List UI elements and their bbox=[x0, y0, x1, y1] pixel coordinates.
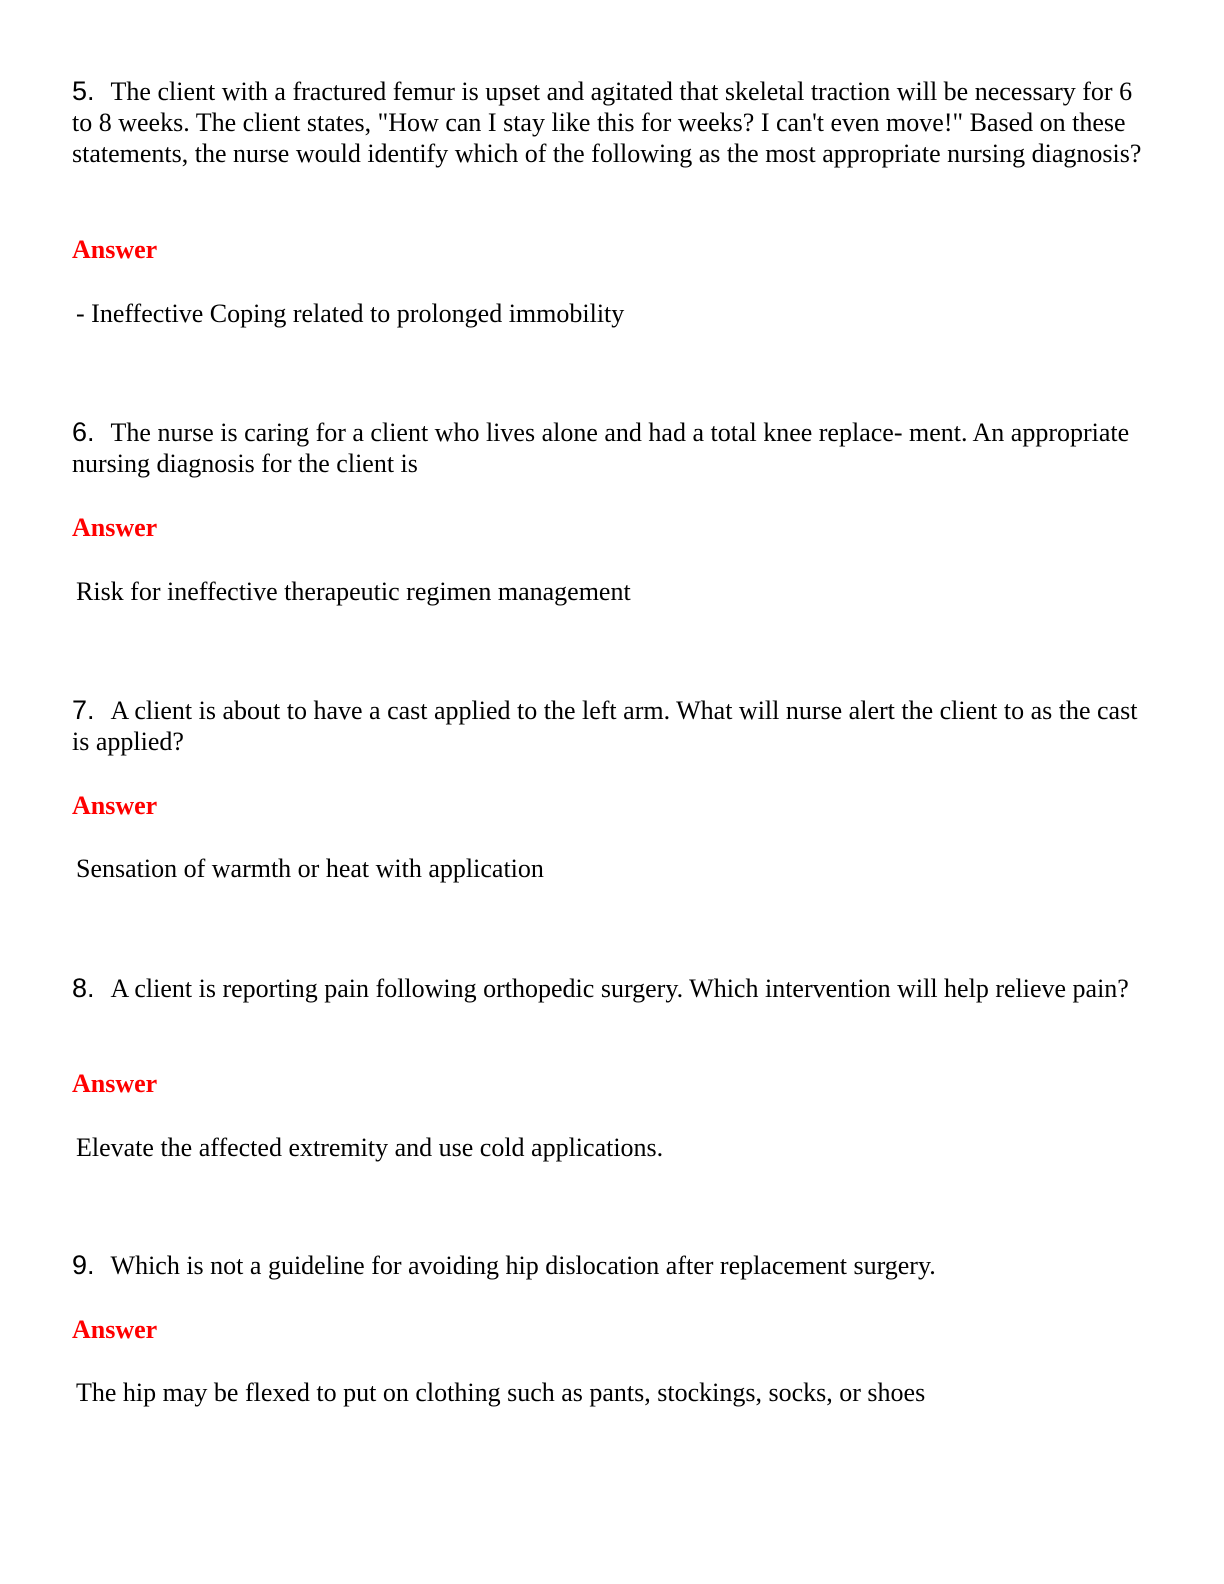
question-number: 5. bbox=[72, 76, 95, 106]
question-number: 6. bbox=[72, 417, 95, 447]
answer-text: Sensation of warmth or heat with application bbox=[76, 854, 544, 883]
question-5 bbox=[72, 76, 1152, 169]
question-text: A client is reporting pain following orthopedic surgery. Which intervention will help relieve pain? bbox=[110, 974, 1129, 1003]
question-9 bbox=[72, 1250, 1152, 1281]
question-8 bbox=[72, 973, 1152, 1004]
question-number: 9. bbox=[72, 1250, 95, 1280]
answer-label: Answer bbox=[72, 791, 158, 820]
question-block-7 bbox=[72, 695, 1152, 895]
answer-label: Answer bbox=[72, 513, 158, 542]
question-text: A client is about to have a cast applied to the left arm. What will nurse alert the client to as the cast is applied? bbox=[72, 696, 1138, 756]
answer-label: Answer bbox=[72, 1315, 158, 1344]
question-block-5 bbox=[72, 76, 1152, 336]
question-block-8 bbox=[72, 973, 1152, 1173]
answer-text: The hip may be flexed to put on clothing such as pants, stockings, socks, or shoes bbox=[76, 1378, 926, 1407]
question-6 bbox=[72, 417, 1152, 479]
question-text: Which is not a guideline for avoiding hip dislocation after replacement surgery. bbox=[110, 1251, 936, 1280]
answer-label: Answer bbox=[72, 1069, 158, 1098]
answer-text: Elevate the affected extremity and use cold applications. bbox=[76, 1133, 664, 1162]
question-text: The client with a fractured femur is upset and agitated that skeletal traction will be necessary for 6 to 8 weeks. The client states, "How can I stay like this for weeks? I can't even move!" Based on these statements, the nurse would identify which of the following as the most appropriate nursing diagnosis? bbox=[72, 77, 1142, 168]
question-text: The nurse is caring for a client who lives alone and had a total knee replace- ment. An appropriate nursing diagnosis for the client is bbox=[72, 418, 1130, 478]
question-number: 8. bbox=[72, 973, 95, 1003]
question-block-9 bbox=[72, 1250, 1152, 1420]
question-number: 7. bbox=[72, 695, 95, 725]
answer-text: Risk for ineffective therapeutic regimen management bbox=[76, 577, 631, 606]
question-block-6 bbox=[72, 417, 1152, 617]
question-7 bbox=[72, 695, 1152, 757]
answer-text: - Ineffective Coping related to prolonged immobility bbox=[76, 299, 625, 328]
answer-label: Answer bbox=[72, 235, 158, 264]
